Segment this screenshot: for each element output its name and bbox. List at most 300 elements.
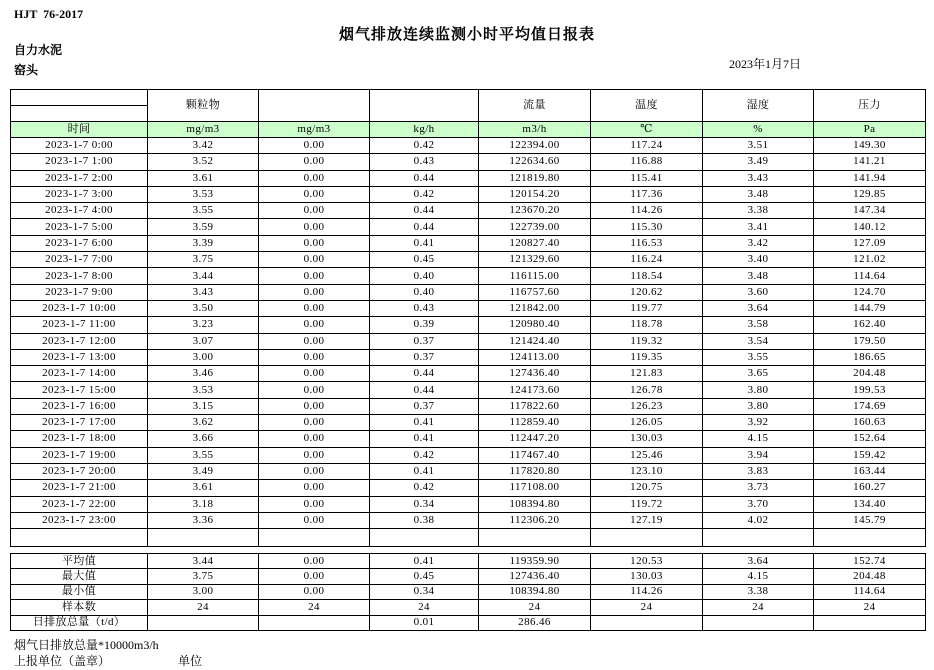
value-cell: 3.38	[703, 203, 814, 219]
value-cell: 124113.00	[479, 349, 591, 365]
summary-value	[259, 615, 370, 630]
empty-cell	[259, 529, 370, 547]
table-row	[11, 398, 926, 414]
table-row	[11, 170, 926, 186]
header-pressure: 压力	[814, 90, 926, 122]
value-cell: 3.94	[703, 447, 814, 463]
value-cell: 152.64	[814, 431, 926, 447]
value-cell: 0.00	[259, 512, 370, 528]
value-cell: 117.24	[591, 138, 703, 154]
time-cell: 2023-1-7 17:00	[11, 415, 148, 431]
value-cell: 121.83	[591, 366, 703, 382]
summary-label: 平均值	[11, 554, 148, 569]
value-cell: 119.35	[591, 349, 703, 365]
time-cell: 2023-1-7 20:00	[11, 463, 148, 479]
value-cell: 117822.60	[479, 398, 591, 414]
summary-label: 日排放总量（t/d）	[11, 615, 148, 630]
summary-label: 最小值	[11, 584, 148, 599]
value-cell: 3.64	[703, 300, 814, 316]
value-cell: 3.59	[148, 219, 259, 235]
value-cell: 3.55	[703, 349, 814, 365]
value-cell: 119.32	[591, 333, 703, 349]
time-cell: 2023-1-7 23:00	[11, 512, 148, 528]
value-cell: 115.41	[591, 170, 703, 186]
time-cell: 2023-1-7 5:00	[11, 219, 148, 235]
value-cell: 186.65	[814, 349, 926, 365]
value-cell: 0.00	[259, 154, 370, 170]
time-cell: 2023-1-7 15:00	[11, 382, 148, 398]
value-cell: 126.05	[591, 415, 703, 431]
table-row	[11, 252, 926, 268]
empty-cell	[703, 529, 814, 547]
value-cell: 116115.00	[479, 268, 591, 284]
value-cell: 3.49	[148, 463, 259, 479]
header-temperature: 温度	[591, 90, 703, 122]
value-cell: 0.43	[370, 154, 479, 170]
summary-value	[814, 615, 926, 630]
value-cell: 123670.20	[479, 203, 591, 219]
header-particulate: 颗粒物	[148, 90, 259, 122]
time-cell: 2023-1-7 11:00	[11, 317, 148, 333]
header-blank-col4	[370, 90, 479, 122]
table-row	[11, 512, 926, 528]
value-cell: 0.00	[259, 349, 370, 365]
value-cell: 149.30	[814, 138, 926, 154]
summary-value: 0.41	[370, 554, 479, 569]
table-row	[11, 317, 926, 333]
value-cell: 3.73	[703, 480, 814, 496]
value-cell: 3.75	[148, 252, 259, 268]
value-cell: 147.34	[814, 203, 926, 219]
unit-mg-m3-1: mg/m3	[148, 122, 259, 138]
empty-cell	[370, 529, 479, 547]
value-cell: 121424.40	[479, 333, 591, 349]
value-cell: 3.07	[148, 333, 259, 349]
value-cell: 3.53	[148, 382, 259, 398]
value-cell: 0.42	[370, 480, 479, 496]
value-cell: 0.41	[370, 431, 479, 447]
unit-percent: %	[703, 122, 814, 138]
value-cell: 0.41	[370, 235, 479, 251]
empty-cell	[591, 529, 703, 547]
summary-value: 3.64	[703, 554, 814, 569]
value-cell: 134.40	[814, 496, 926, 512]
time-cell: 2023-1-7 4:00	[11, 203, 148, 219]
value-cell: 0.00	[259, 496, 370, 512]
value-cell: 3.39	[148, 235, 259, 251]
value-cell: 3.65	[703, 366, 814, 382]
value-cell: 0.34	[370, 496, 479, 512]
value-cell: 119.77	[591, 300, 703, 316]
company-name: 自力水泥	[14, 43, 63, 57]
value-cell: 108394.80	[479, 496, 591, 512]
value-cell: 0.37	[370, 398, 479, 414]
value-cell: 121329.60	[479, 252, 591, 268]
time-column-header: 时间	[11, 122, 148, 138]
summary-value: 24	[370, 600, 479, 615]
value-cell: 174.69	[814, 398, 926, 414]
value-cell: 0.00	[259, 431, 370, 447]
value-cell: 3.42	[148, 138, 259, 154]
summary-table	[10, 553, 926, 631]
value-cell: 0.45	[370, 252, 479, 268]
time-cell: 2023-1-7 0:00	[11, 138, 148, 154]
table-row	[11, 463, 926, 479]
table-row	[11, 300, 926, 316]
time-cell: 2023-1-7 21:00	[11, 480, 148, 496]
unit-header-row	[11, 122, 926, 138]
summary-value: 0.00	[259, 554, 370, 569]
table-row	[11, 415, 926, 431]
time-cell: 2023-1-7 3:00	[11, 186, 148, 202]
summary-value: 120.53	[591, 554, 703, 569]
value-cell: 3.40	[703, 252, 814, 268]
value-cell: 129.85	[814, 186, 926, 202]
value-cell: 0.00	[259, 268, 370, 284]
value-cell: 0.37	[370, 333, 479, 349]
time-cell: 2023-1-7 12:00	[11, 333, 148, 349]
unit-pa: Pa	[814, 122, 926, 138]
spacer-row	[11, 529, 926, 547]
value-cell: 123.10	[591, 463, 703, 479]
value-cell: 3.18	[148, 496, 259, 512]
value-cell: 140.12	[814, 219, 926, 235]
summary-value: 204.48	[814, 569, 926, 584]
value-cell: 116757.60	[479, 284, 591, 300]
summary-value: 24	[814, 600, 926, 615]
summary-value: 114.26	[591, 584, 703, 599]
summary-value: 0.34	[370, 584, 479, 599]
pollutant-header-row	[11, 90, 926, 106]
time-cell: 2023-1-7 14:00	[11, 366, 148, 382]
summary-value: 108394.80	[479, 584, 591, 599]
time-cell: 2023-1-7 18:00	[11, 431, 148, 447]
value-cell: 117108.00	[479, 480, 591, 496]
header-blank-col3	[259, 90, 370, 122]
value-cell: 124173.60	[479, 382, 591, 398]
value-cell: 159.42	[814, 447, 926, 463]
unit-m3-h: m3/h	[479, 122, 591, 138]
value-cell: 124.70	[814, 284, 926, 300]
value-cell: 163.44	[814, 463, 926, 479]
value-cell: 127.19	[591, 512, 703, 528]
value-cell: 117820.80	[479, 463, 591, 479]
value-cell: 144.79	[814, 300, 926, 316]
value-cell: 3.49	[703, 154, 814, 170]
summary-value: 0.00	[259, 569, 370, 584]
value-cell: 122739.00	[479, 219, 591, 235]
time-cell: 2023-1-7 10:00	[11, 300, 148, 316]
time-cell: 2023-1-7 16:00	[11, 398, 148, 414]
summary-value: 3.38	[703, 584, 814, 599]
value-cell: 160.27	[814, 480, 926, 496]
value-cell: 3.70	[703, 496, 814, 512]
summary-value: 24	[148, 600, 259, 615]
summary-row	[11, 584, 926, 599]
header-flow: 流量	[479, 90, 591, 122]
table-row	[11, 382, 926, 398]
time-cell: 2023-1-7 13:00	[11, 349, 148, 365]
value-cell: 0.42	[370, 186, 479, 202]
value-cell: 119.72	[591, 496, 703, 512]
value-cell: 121842.00	[479, 300, 591, 316]
summary-value: 130.03	[591, 569, 703, 584]
value-cell: 0.00	[259, 252, 370, 268]
total-volume-note: 烟气日排放总量*10000m3/h	[14, 638, 159, 652]
value-cell: 3.42	[703, 235, 814, 251]
value-cell: 3.36	[148, 512, 259, 528]
value-cell: 3.61	[148, 170, 259, 186]
summary-value: 0.00	[259, 584, 370, 599]
table-row	[11, 447, 926, 463]
value-cell: 3.60	[703, 284, 814, 300]
doc-code: HJT 76-2017	[14, 7, 84, 21]
value-cell: 3.44	[148, 268, 259, 284]
value-cell: 116.24	[591, 252, 703, 268]
value-cell: 160.63	[814, 415, 926, 431]
value-cell: 3.51	[703, 138, 814, 154]
value-cell: 120154.20	[479, 186, 591, 202]
value-cell: 3.43	[148, 284, 259, 300]
time-cell: 2023-1-7 6:00	[11, 235, 148, 251]
value-cell: 0.00	[259, 317, 370, 333]
summary-value: 127436.40	[479, 569, 591, 584]
value-cell: 0.00	[259, 300, 370, 316]
value-cell: 117467.40	[479, 447, 591, 463]
value-cell: 0.00	[259, 186, 370, 202]
value-cell: 114.26	[591, 203, 703, 219]
summary-value: 24	[703, 600, 814, 615]
value-cell: 3.61	[148, 480, 259, 496]
table-row	[11, 235, 926, 251]
value-cell: 3.66	[148, 431, 259, 447]
value-cell: 3.48	[703, 268, 814, 284]
value-cell: 179.50	[814, 333, 926, 349]
value-cell: 117.36	[591, 186, 703, 202]
report-unit-label: 上报单位（盖章）	[14, 654, 111, 668]
table-row	[11, 366, 926, 382]
summary-value: 114.64	[814, 584, 926, 599]
value-cell: 0.44	[370, 170, 479, 186]
summary-value: 24	[259, 600, 370, 615]
header-blank-bottom	[11, 106, 148, 122]
table-row	[11, 268, 926, 284]
table-row	[11, 186, 926, 202]
table-row	[11, 203, 926, 219]
value-cell: 3.54	[703, 333, 814, 349]
value-cell: 0.00	[259, 366, 370, 382]
value-cell: 116.53	[591, 235, 703, 251]
summary-value	[148, 615, 259, 630]
summary-value: 4.15	[703, 569, 814, 584]
value-cell: 4.15	[703, 431, 814, 447]
hourly-data-table	[10, 89, 926, 547]
table-row	[11, 219, 926, 235]
table-row	[11, 333, 926, 349]
summary-value: 286.46	[479, 615, 591, 630]
time-cell: 2023-1-7 22:00	[11, 496, 148, 512]
time-cell: 2023-1-7 19:00	[11, 447, 148, 463]
value-cell: 3.23	[148, 317, 259, 333]
unit-celsius: ℃	[591, 122, 703, 138]
value-cell: 3.46	[148, 366, 259, 382]
value-cell: 0.00	[259, 398, 370, 414]
summary-value: 24	[479, 600, 591, 615]
value-cell: 122634.60	[479, 154, 591, 170]
value-cell: 118.78	[591, 317, 703, 333]
time-cell: 2023-1-7 7:00	[11, 252, 148, 268]
time-cell: 2023-1-7 8:00	[11, 268, 148, 284]
summary-value: 0.01	[370, 615, 479, 630]
value-cell: 0.00	[259, 203, 370, 219]
value-cell: 0.00	[259, 138, 370, 154]
summary-row	[11, 600, 926, 615]
empty-cell	[814, 529, 926, 547]
summary-rows	[11, 554, 926, 631]
value-cell: 0.00	[259, 382, 370, 398]
summary-value: 152.74	[814, 554, 926, 569]
empty-cell	[11, 529, 148, 547]
value-cell: 3.15	[148, 398, 259, 414]
summary-value: 3.00	[148, 584, 259, 599]
value-cell: 122394.00	[479, 138, 591, 154]
header-blank-top	[11, 90, 148, 106]
value-cell: 0.44	[370, 366, 479, 382]
page-title: 烟气排放连续监测小时平均值日报表	[338, 27, 595, 43]
value-cell: 0.44	[370, 382, 479, 398]
value-cell: 3.80	[703, 382, 814, 398]
summary-value	[591, 615, 703, 630]
value-cell: 112859.40	[479, 415, 591, 431]
unit-label: 单位	[178, 654, 203, 668]
value-cell: 0.44	[370, 203, 479, 219]
summary-label: 样本数	[11, 600, 148, 615]
value-cell: 0.37	[370, 349, 479, 365]
value-cell: 118.54	[591, 268, 703, 284]
value-cell: 127.09	[814, 235, 926, 251]
value-cell: 0.44	[370, 219, 479, 235]
summary-row	[11, 554, 926, 569]
table-row	[11, 138, 926, 154]
summary-label: 最大值	[11, 569, 148, 584]
value-cell: 0.40	[370, 268, 479, 284]
value-cell: 121819.80	[479, 170, 591, 186]
table-row	[11, 480, 926, 496]
data-rows	[11, 138, 926, 529]
value-cell: 141.21	[814, 154, 926, 170]
value-cell: 116.88	[591, 154, 703, 170]
unit-mg-m3-2: mg/m3	[259, 122, 370, 138]
value-cell: 114.64	[814, 268, 926, 284]
value-cell: 3.58	[703, 317, 814, 333]
value-cell: 3.80	[703, 398, 814, 414]
value-cell: 3.52	[148, 154, 259, 170]
value-cell: 3.83	[703, 463, 814, 479]
summary-value: 119359.90	[479, 554, 591, 569]
value-cell: 0.00	[259, 447, 370, 463]
value-cell: 3.53	[148, 186, 259, 202]
value-cell: 204.48	[814, 366, 926, 382]
value-cell: 0.00	[259, 235, 370, 251]
time-cell: 2023-1-7 9:00	[11, 284, 148, 300]
value-cell: 3.50	[148, 300, 259, 316]
value-cell: 3.00	[148, 349, 259, 365]
value-cell: 0.38	[370, 512, 479, 528]
value-cell: 0.41	[370, 463, 479, 479]
empty-cell	[148, 529, 259, 547]
value-cell: 112447.20	[479, 431, 591, 447]
value-cell: 0.00	[259, 170, 370, 186]
table-row	[11, 284, 926, 300]
header-humidity: 湿度	[703, 90, 814, 122]
value-cell: 120.62	[591, 284, 703, 300]
table-row	[11, 349, 926, 365]
value-cell: 141.94	[814, 170, 926, 186]
value-cell: 3.41	[703, 219, 814, 235]
time-cell: 2023-1-7 1:00	[11, 154, 148, 170]
station-name: 窑头	[14, 63, 39, 77]
empty-cell	[479, 529, 591, 547]
value-cell: 0.00	[259, 284, 370, 300]
summary-value	[703, 615, 814, 630]
value-cell: 0.00	[259, 415, 370, 431]
summary-value: 3.44	[148, 554, 259, 569]
value-cell: 0.00	[259, 333, 370, 349]
value-cell: 126.78	[591, 382, 703, 398]
value-cell: 120.75	[591, 480, 703, 496]
value-cell: 3.62	[148, 415, 259, 431]
value-cell: 199.53	[814, 382, 926, 398]
value-cell: 0.00	[259, 463, 370, 479]
value-cell: 125.46	[591, 447, 703, 463]
value-cell: 126.23	[591, 398, 703, 414]
value-cell: 145.79	[814, 512, 926, 528]
summary-value: 0.45	[370, 569, 479, 584]
summary-row	[11, 615, 926, 630]
value-cell: 120827.40	[479, 235, 591, 251]
table-row	[11, 496, 926, 512]
value-cell: 0.42	[370, 138, 479, 154]
summary-value: 3.75	[148, 569, 259, 584]
value-cell: 3.55	[148, 203, 259, 219]
table-row	[11, 154, 926, 170]
summary-row	[11, 569, 926, 584]
value-cell: 115.30	[591, 219, 703, 235]
value-cell: 0.43	[370, 300, 479, 316]
value-cell: 162.40	[814, 317, 926, 333]
report-date: 2023年1月7日	[728, 57, 801, 71]
table-row	[11, 431, 926, 447]
value-cell: 3.43	[703, 170, 814, 186]
value-cell: 0.00	[259, 219, 370, 235]
value-cell: 130.03	[591, 431, 703, 447]
value-cell: 3.48	[703, 186, 814, 202]
value-cell: 0.42	[370, 447, 479, 463]
value-cell: 112306.20	[479, 512, 591, 528]
value-cell: 3.55	[148, 447, 259, 463]
value-cell: 127436.40	[479, 366, 591, 382]
value-cell: 0.39	[370, 317, 479, 333]
value-cell: 121.02	[814, 252, 926, 268]
value-cell: 120980.40	[479, 317, 591, 333]
value-cell: 0.40	[370, 284, 479, 300]
value-cell: 0.00	[259, 480, 370, 496]
value-cell: 3.92	[703, 415, 814, 431]
value-cell: 0.41	[370, 415, 479, 431]
time-cell: 2023-1-7 2:00	[11, 170, 148, 186]
unit-kg-h: kg/h	[370, 122, 479, 138]
summary-value: 24	[591, 600, 703, 615]
